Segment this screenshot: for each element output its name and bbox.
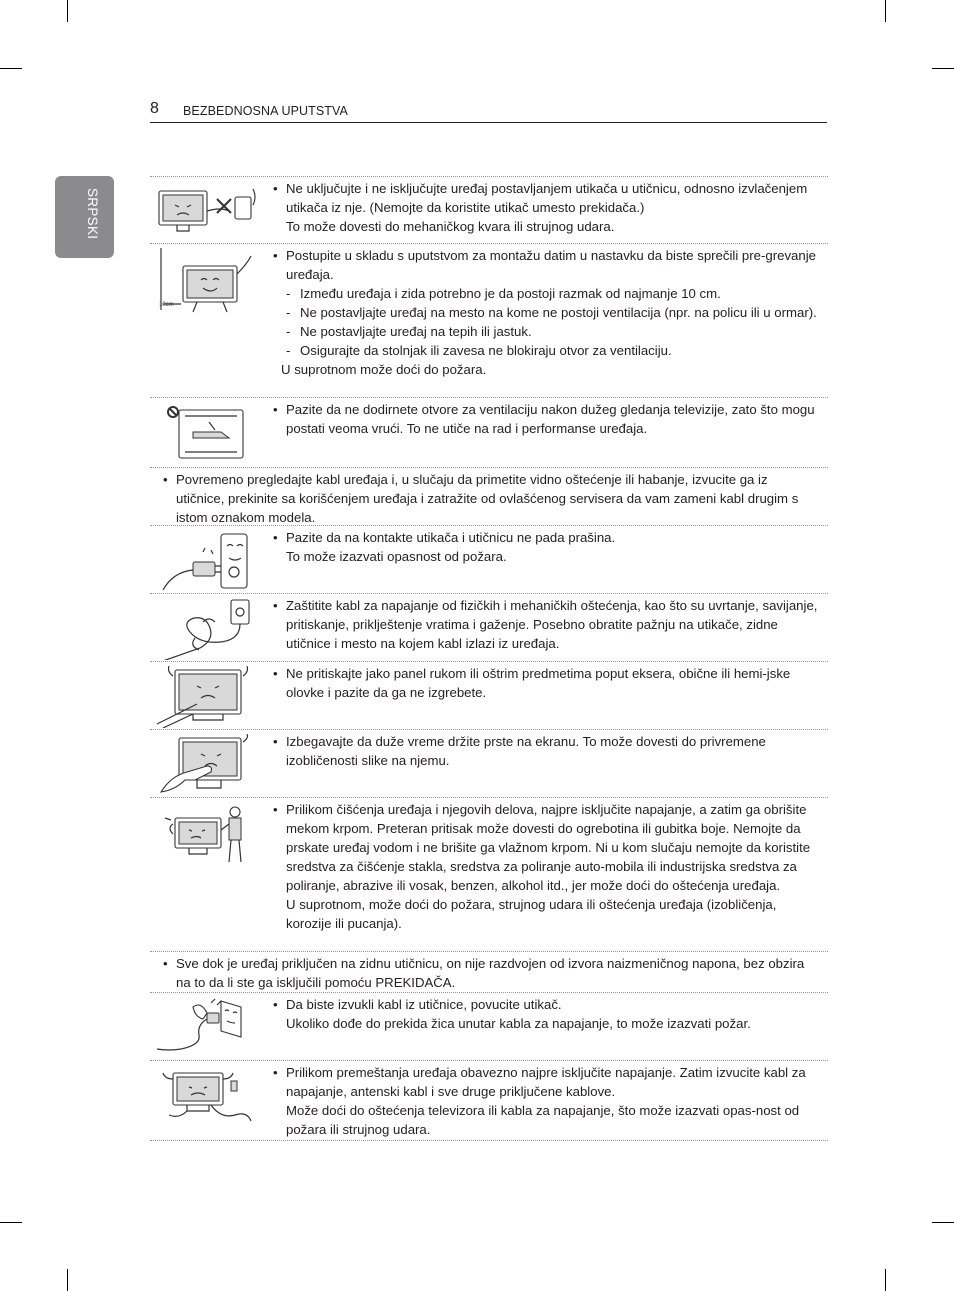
dash-item: - Ne postavljajte uređaj na mesto na kome ne postoji ventilacija (npr. na policu ili u ormar). — [273, 303, 818, 322]
language-tab-label: SRPSKI — [85, 188, 100, 240]
finger-on-screen-icon — [153, 734, 265, 796]
list-item — [150, 526, 828, 594]
item-text — [273, 1063, 818, 1139]
bullet-text: • Ne pritiskajte jako panel rukom ili oštrim predmetima poput eksera, obične ili hemi-jske olovke i pazite da ga ne izgrebete. — [273, 664, 818, 702]
bullet-text: • Sve dok je uređaj priključen na zidnu utičnicu, on nije razdvojen od izvora naizmeničnog napona, bez obzira na to da li ste ga isključili pomoću PREKIDAČA. — [163, 954, 818, 992]
tv-plug-icon — [153, 181, 265, 239]
item-text — [273, 664, 818, 702]
bullet-text: • Zaštitite kabl za napajanje od fizičkih i mehaničkih oštećenja, kao što su uvrtanje, savijanje, pritiskanje, priklještenje vratima i gaženje. Posebno obratite pažnju na utikače, zidne utičnice i mesto na kojem kabl izlazi iz uređaja. — [273, 596, 818, 653]
dash-item: - Ne postavljajte uređaj na tepih ili jastuk. — [273, 322, 818, 341]
item-text — [163, 954, 818, 992]
tv-wall-gap-icon — [153, 248, 265, 318]
page-number: 8 — [150, 100, 159, 117]
tail-text: U suprotnom može doći do požara. — [281, 362, 487, 377]
item-text — [273, 596, 818, 653]
crop-mark — [932, 1222, 954, 1223]
no-touch-vent-icon — [153, 402, 265, 464]
list-item — [150, 398, 828, 468]
bullet-text: • Postupite u skladu s uputstvom za montažu datim u nastavku da biste sprečili pre-grevanje uređaja. — [273, 246, 818, 284]
list-item — [150, 730, 828, 798]
moving-tv-cables-icon — [153, 1065, 265, 1127]
crop-mark — [67, 1269, 68, 1291]
cleaning-tv-icon — [153, 802, 265, 864]
dash-item: - Osigurajte da stolnjak ili zavesa ne blokiraju otvor za ventilaciju. — [273, 341, 818, 360]
twisted-cable-icon — [153, 598, 265, 660]
sharp-object-panel-icon — [153, 666, 265, 728]
extra-text: Može doći do oštećenja televizora ili kabla za napajanje, što može izazvati opas-nost od požara ili strujnog udara. — [286, 1103, 800, 1137]
pull-plug-icon — [153, 997, 265, 1059]
crop-mark — [0, 1222, 22, 1223]
list-item — [150, 468, 828, 526]
list-item — [150, 798, 828, 952]
list-item — [150, 993, 828, 1061]
dash-item: - Između uređaja i zida potrebno je da postoji razmak od najmanje 10 cm. — [273, 284, 818, 303]
svg-text:10cm: 10cm — [159, 302, 174, 308]
bullet-text: • Povremeno pregledajte kabl uređaja i, u slučaju da primetite vidno oštećenje ili habanje, izvucite ga iz utičnice, prekinite sa korišćenjem uređaja i zatražite od ovlašćenog servisera da vam zameni kabl drugim s istom oznakom modela. — [163, 470, 818, 527]
list-item — [150, 952, 828, 993]
list-item — [150, 176, 828, 244]
bullet-text: • Prilikom čišćenja uređaja i njegovih delova, najpre isključite napajanje, a zatim ga obrišite mekom krpom. Preteran pritisak može dovesti do ogrebotina ili gubitka boje. Nemojte da prskate uređaj vodom i ne brišite ga vlažnom krpom. Ni u kom slučaju nemojte da koristite sredstva za čišćenje stakla, sredstva za poliranje auto-mobila ili industrijska sredstva za poliranje, abrazive ili vosak, benzen, alkohol itd., jer može doći do oštećenja uređaja. — [273, 800, 818, 895]
item-text — [273, 995, 818, 1033]
item-text — [273, 528, 818, 566]
bullet-text: • Pazite da ne dodirnete otvore za ventilaciju nakon dužeg gledanja televizije, zato što mogu postati veoma vrući. To ne utiče na rad i performanse uređaja. — [273, 400, 818, 438]
item-text — [273, 246, 818, 379]
dusty-outlet-icon — [153, 530, 265, 592]
list-item — [150, 594, 828, 662]
item-text — [273, 400, 818, 438]
section-title: BEZBEDNOSNA UPUTSTVA — [183, 104, 348, 118]
extra-text: To može izazvati opasnost od požara. — [286, 549, 507, 564]
bullet-text: • Prilikom premeštanja uređaja obavezno najpre isključite napajanje. Zatim izvucite kabl za napajanje, antenski kabl i sve druge priključene kablove. — [273, 1063, 818, 1101]
bullet-text: • Pazite da na kontakte utikača i utičnicu ne pada prašina. — [273, 528, 818, 547]
list-item — [150, 1061, 828, 1141]
language-tab — [55, 176, 114, 258]
list-item — [150, 662, 828, 730]
page-header — [150, 100, 827, 123]
crop-mark — [932, 68, 954, 69]
item-text — [273, 732, 818, 770]
bullet-text: • Da biste izvukli kabl iz utičnice, povucite utikač. — [273, 995, 818, 1014]
bullet-text: • Izbegavajte da duže vreme držite prste na ekranu. To može dovesti do privremene izobličenosti slike na njemu. — [273, 732, 818, 770]
item-text — [273, 179, 818, 236]
crop-mark — [0, 68, 22, 69]
item-text — [273, 800, 818, 933]
extra-text: U suprotnom, može doći do požara, strujnog udara ili oštećenja uređaja (izobličenja, korozije ili pucanja). — [286, 897, 777, 931]
bullet-text: • Ne uključujte i ne isključujte uređaj postavljanjem utikača u utičnicu, odnosno izvlačenjem utikača iz nje. (Nemojte da koristite utikač umesto prekidača.) — [273, 179, 818, 217]
extra-text: To može dovesti do mehaničkog kvara ili strujnog udara. — [286, 219, 615, 234]
crop-mark — [885, 1269, 886, 1291]
crop-mark — [885, 0, 886, 22]
crop-mark — [67, 0, 68, 22]
item-text — [163, 470, 818, 527]
list-item — [150, 244, 828, 398]
safety-list — [150, 176, 828, 1141]
extra-text: Ukoliko dođe do prekida žica unutar kabla za napajanje, to može izazvati požar. — [286, 1016, 751, 1031]
